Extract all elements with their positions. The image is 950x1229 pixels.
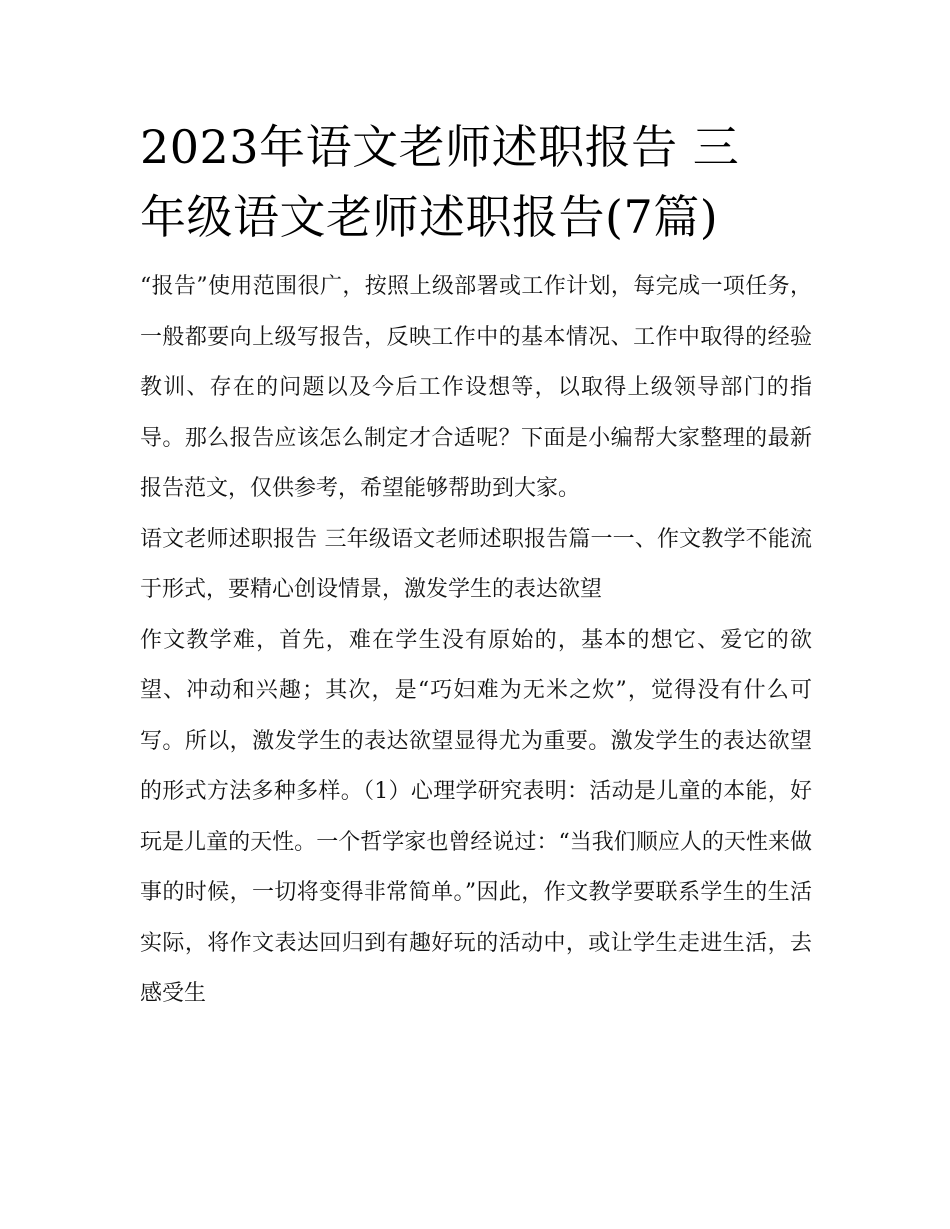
- document-title-line-1: 2023年语文老师述职报告 三: [140, 120, 740, 174]
- section-heading-paragraph: 语文老师述职报告 三年级语文老师述职报告篇一一、作文教学不能流于形式，要精心创设情景，激发学生的表达欲望: [140, 526, 812, 602]
- body-paragraph: 作文教学难，首先，难在学生没有原始的，基本的想它、爱它的欲望、冲动和兴趣；其次，是“巧妇难为无米之炊”，觉得没有什么可写。所以，激发学生的表达欲望显得尤为重要。激发学生的表达欲望的形式方法多种多样。（1）心理学研究表明：活动是儿童的本能，好玩是儿童的天性。一个哲学家也曾经说过：“当我们顺应人的天性来做事的时候，一切将变得非常简单。”因此，作文教学要联系学生的生活实际，将作文表达回归到有趣好玩的活动中，或让学生走进生活，去感受生: [140, 627, 812, 1006]
- intro-paragraph: “报告”使用范围很广，按照上级部署或工作计划，每完成一项任务，一般都要向上级写报告，反映工作中的基本情况、工作中取得的经验教训、存在的问题以及今后工作设想等，以取得上级领导部门的指导。那么报告应该怎么制定才合适呢？下面是小编帮大家整理的最新报告范文，仅供参考，希望能够帮助到大家。: [140, 274, 812, 501]
- document-title: [140, 112, 812, 252]
- document-content: [140, 112, 812, 1020]
- document-body: [140, 262, 812, 1020]
- document-title-line-2: 年级语文老师述职报告(7篇): [140, 190, 719, 244]
